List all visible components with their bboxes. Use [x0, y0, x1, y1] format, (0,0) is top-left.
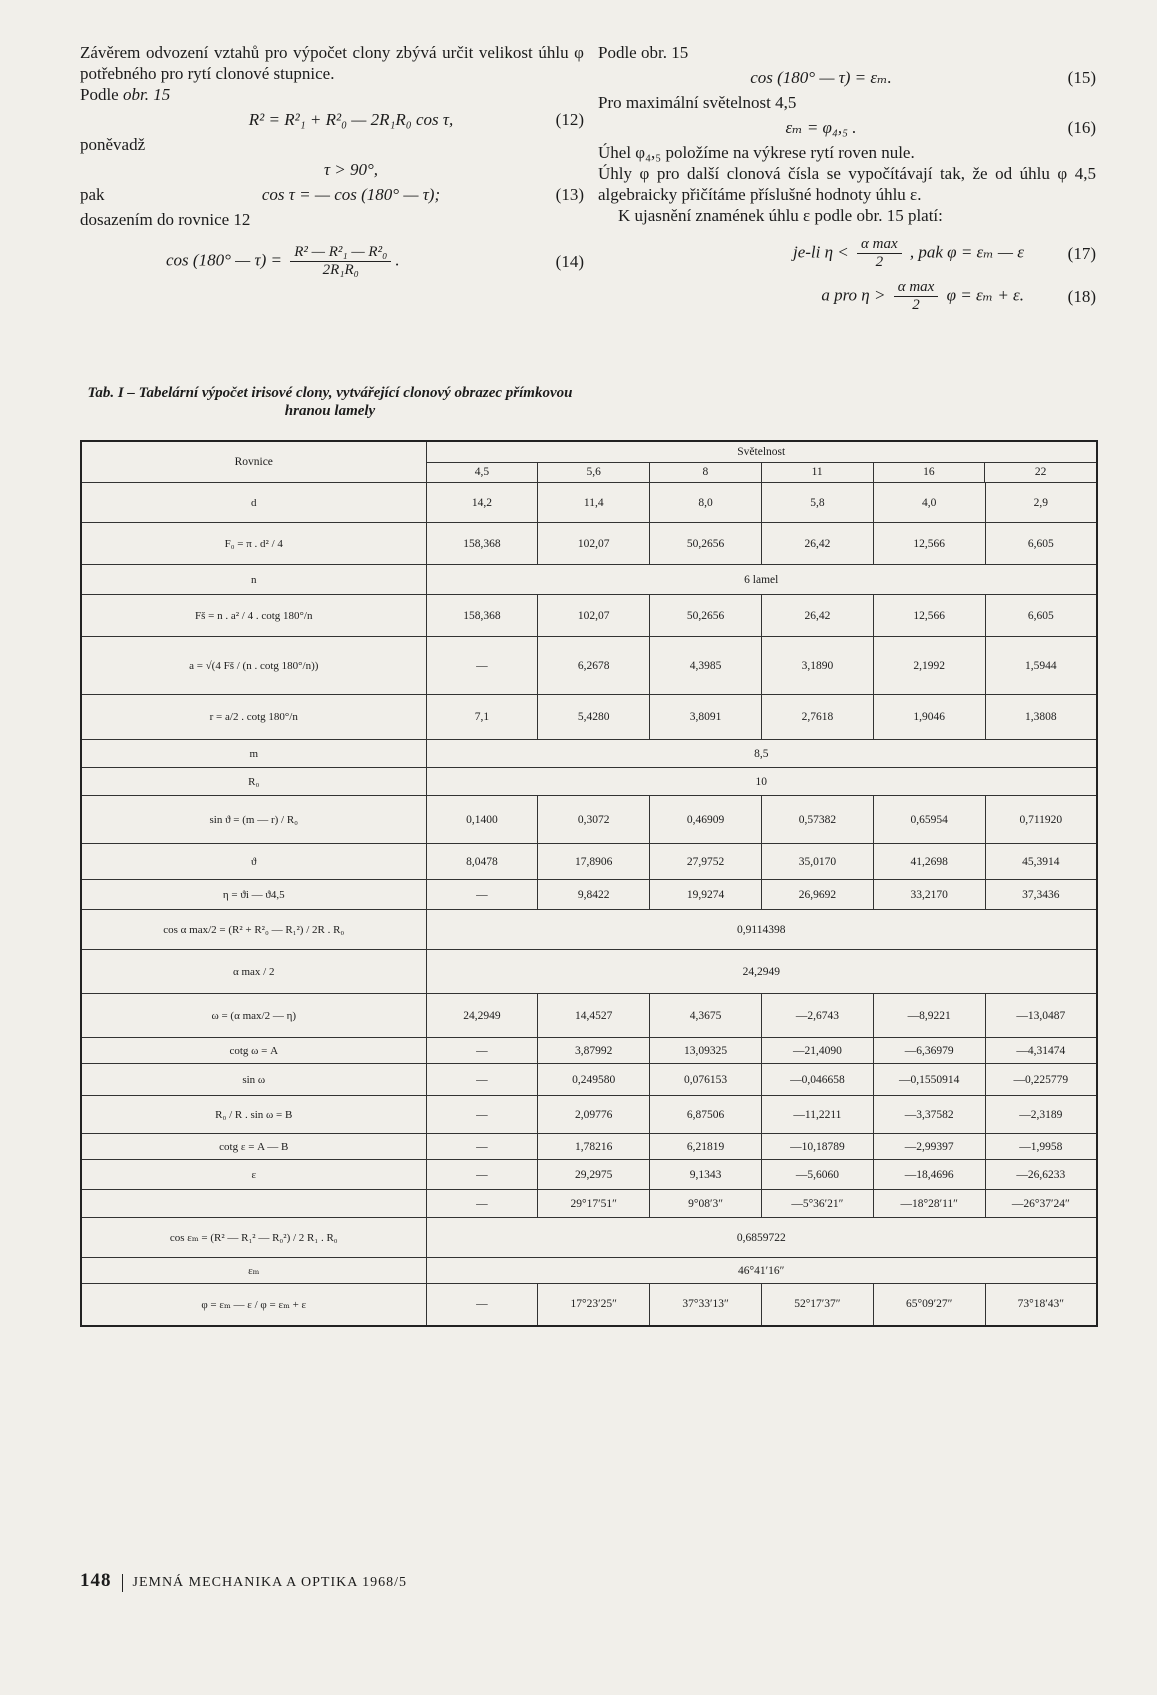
table-cell: 4,3675	[650, 994, 762, 1038]
table-cell: 0,1400	[426, 796, 538, 844]
table-cell: 12,566	[873, 595, 985, 637]
table-row	[81, 483, 1097, 523]
row-span-value: 0,9114398	[426, 910, 1097, 950]
right-podle: Podle obr. 15	[598, 43, 689, 62]
table-row	[81, 695, 1097, 740]
table-cell: —	[426, 637, 538, 695]
table-row	[81, 1038, 1097, 1064]
eq15-number: (15)	[1067, 68, 1096, 87]
row-span-value: 24,2949	[426, 950, 1097, 994]
aperture-header: 16	[874, 463, 986, 482]
table-cell: 2,9	[985, 483, 1097, 523]
row-equation: φ = εₘ — ε / φ = εₘ + ε	[81, 1284, 426, 1326]
table-cell: 27,9752	[650, 844, 762, 880]
eq18-left: a pro η >	[821, 285, 886, 305]
table-cell: 2,1992	[873, 637, 985, 695]
table-cell: 11,4	[538, 483, 650, 523]
table-cell: 5,8	[761, 483, 873, 523]
table-cell: —2,3189	[985, 1096, 1097, 1134]
eq13-body: cos τ = — cos (180° — τ);	[261, 185, 441, 204]
row-equation: ϑ	[81, 844, 426, 880]
row-equation: F₀ = π . d² / 4	[81, 523, 426, 565]
table-cell: 0,3072	[538, 796, 650, 844]
table-cell: 9°08′3″	[650, 1190, 762, 1218]
row-equation: n	[81, 565, 426, 595]
table-cell: —1,9958	[985, 1134, 1097, 1160]
footer	[80, 1570, 407, 1592]
table-cell: 2,09776	[538, 1096, 650, 1134]
equation-13	[80, 184, 584, 205]
pak-label: pak	[80, 185, 105, 204]
row-equation: r = a/2 . cotg 180°/n	[81, 695, 426, 740]
eq13-number: (13)	[555, 185, 584, 204]
table-row	[81, 880, 1097, 910]
row-equation: ε	[81, 1160, 426, 1190]
table-cell: 35,0170	[761, 844, 873, 880]
row-equation: m	[81, 740, 426, 768]
eq14-denominator: 2R₁R₀	[322, 262, 359, 278]
table-cell: 37,3436	[985, 880, 1097, 910]
table-row	[81, 1096, 1097, 1134]
table-cell: 65°09′27″	[873, 1284, 985, 1326]
table-cell: 26,9692	[761, 880, 873, 910]
row-span-value: 10	[426, 768, 1097, 796]
table-cell: —5°36′21″	[761, 1190, 873, 1218]
table-cell: 4,0	[873, 483, 985, 523]
table-cell: —	[426, 1096, 538, 1134]
table-row	[81, 1134, 1097, 1160]
row-equation: R₀	[81, 768, 426, 796]
table-cell: 0,711920	[985, 796, 1097, 844]
table-cell: —	[426, 1038, 538, 1064]
table-row	[81, 740, 1097, 768]
table-cell: 17°23′25″	[538, 1284, 650, 1326]
eq12-body: R² = R²₁ + R²₀ — 2R₁R₀ cos τ,	[248, 110, 454, 129]
table-cell: 1,9046	[873, 695, 985, 740]
table-cell: —0,225779	[985, 1064, 1097, 1096]
row-equation: a = √(4 Fš / (n . cotg 180°/n))	[81, 637, 426, 695]
table-cell: —18,4696	[873, 1160, 985, 1190]
table-header-row	[81, 441, 1097, 483]
table-cell: 9,1343	[650, 1160, 762, 1190]
row-equation: εₘ	[81, 1258, 426, 1284]
table-cell: 26,42	[761, 523, 873, 565]
table-cell: —26°37′24″	[985, 1190, 1097, 1218]
table-cell: 2,7618	[761, 695, 873, 740]
eq18-number: (18)	[1067, 287, 1096, 306]
row-equation: cotg ε = A — B	[81, 1134, 426, 1160]
row-equation	[81, 1190, 426, 1218]
row-span-value: 0,6859722	[426, 1218, 1097, 1258]
table-cell: 6,21819	[650, 1134, 762, 1160]
left-column	[80, 42, 584, 283]
podle-ref: obr. 15	[122, 85, 171, 104]
table-cell: 8,0	[650, 483, 762, 523]
header-svetelnost: Světelnost	[427, 442, 1097, 463]
table-cell: 0,57382	[761, 796, 873, 844]
table-row	[81, 796, 1097, 844]
row-equation: Fš = n . a² / 4 . cotg 180°/n	[81, 595, 426, 637]
table-cell: —0,1550914	[873, 1064, 985, 1096]
aperture-header: 11	[762, 463, 874, 482]
right-paragraph-3: K ujasnění znamének úhlu ε podle obr. 15 platí:	[618, 206, 943, 225]
table-cell: 3,8091	[650, 695, 762, 740]
tau-cond-body: τ > 90°,	[323, 160, 379, 179]
table-cell: 12,566	[873, 523, 985, 565]
eq14-lhs: cos (180° — τ) =	[166, 250, 282, 270]
table-row	[81, 1284, 1097, 1326]
table-cell: 102,07	[538, 523, 650, 565]
aperture-header: 8	[650, 463, 762, 482]
table-cell: 6,2678	[538, 637, 650, 695]
table-row	[81, 910, 1097, 950]
right-paragraph-1: Úhel φ₄,₅ položíme na výkrese rytí roven nule.	[598, 143, 915, 162]
podle-line	[80, 84, 584, 105]
table-cell: 0,249580	[538, 1064, 650, 1096]
eq12-number: (12)	[555, 110, 584, 129]
table-cell: 17,8906	[538, 844, 650, 880]
journal-name: JEMNÁ MECHANIKA A OPTIKA 1968/5	[132, 1575, 407, 1590]
table-cell: —2,99397	[873, 1134, 985, 1160]
row-equation: cos α max/2 = (R² + R²₀ — R₁²) / 2R . R₀	[81, 910, 426, 950]
table-cell: —5,6060	[761, 1160, 873, 1190]
table-cell: —11,2211	[761, 1096, 873, 1134]
table-cell: 14,2	[426, 483, 538, 523]
dosazenim-line: dosazením do rovnice 12	[80, 210, 251, 229]
table-cell: —4,31474	[985, 1038, 1097, 1064]
table-cell: 1,5944	[985, 637, 1097, 695]
eq14-number: (14)	[555, 252, 584, 271]
table-cell: 6,87506	[650, 1096, 762, 1134]
row-span-value: 8,5	[426, 740, 1097, 768]
table-cell: 4,3985	[650, 637, 762, 695]
table-cell: 41,2698	[873, 844, 985, 880]
aperture-headers	[427, 463, 1097, 482]
row-equation: sin ϑ = (m — r) / R₀	[81, 796, 426, 844]
eq17-fraction	[857, 236, 902, 271]
table-cell: 26,42	[761, 595, 873, 637]
eq18-frac-den: 2	[912, 297, 920, 313]
aperture-header: 5,6	[538, 463, 650, 482]
row-span-value: 46°41′16″	[426, 1258, 1097, 1284]
row-equation: cos εₘ = (R² — R₁² — R₀²) / 2 R₁ . R₀	[81, 1218, 426, 1258]
table-cell: 0,076153	[650, 1064, 762, 1096]
equation-15	[598, 67, 1096, 88]
eq17-right: , pak φ = εₘ — ε	[909, 242, 1024, 262]
eq14-fraction	[290, 244, 391, 279]
table-cell: 0,46909	[650, 796, 762, 844]
table-cell: —	[426, 1064, 538, 1096]
table-cell: 5,4280	[538, 695, 650, 740]
equation-17	[598, 236, 1096, 271]
table-row	[81, 565, 1097, 595]
table-cell: —13,0487	[985, 994, 1097, 1038]
eq15-body: cos (180° — τ) = εₘ.	[750, 68, 892, 87]
table-body	[81, 483, 1097, 1326]
table-cell: 13,09325	[650, 1038, 762, 1064]
equation-14: cos (180° — τ) = $\frac{\text{R² — R²₁ — R²₀}}{\text{2R₁R₀}}$ . (14)	[166, 244, 584, 278]
eq16-body: εₘ = φ₄,₅ .	[785, 118, 857, 137]
row-equation: α max / 2	[81, 950, 426, 994]
table-cell: 3,1890	[761, 637, 873, 695]
table-cell: —	[426, 1284, 538, 1326]
table-cell: —2,6743	[761, 994, 873, 1038]
right-paragraph-2: Úhly φ pro další clonová čísla se vypočítávají tak, že od úhlu φ 4,5 algebraicky přičítáme příslušné hodnoty úhlu ε.	[598, 164, 1096, 204]
row-equation: η = ϑi — ϑ4,5	[81, 880, 426, 910]
table-cell: —	[426, 880, 538, 910]
table-cell: 1,3808	[985, 695, 1097, 740]
equation-16	[598, 117, 1096, 138]
table-cell: —10,18789	[761, 1134, 873, 1160]
table-cell: 1,78216	[538, 1134, 650, 1160]
table-row	[81, 595, 1097, 637]
table-cell: —6,36979	[873, 1038, 985, 1064]
table-row	[81, 950, 1097, 994]
table-cell: 9,8422	[538, 880, 650, 910]
table-cell: —26,6233	[985, 1160, 1097, 1190]
eq16-number: (16)	[1067, 118, 1096, 137]
table-caption: Tab. I – Tabelární výpočet irisové clony, vytvářející clonový obrazec přímkovou hranou lamely	[87, 385, 573, 419]
table-row	[81, 994, 1097, 1038]
page-number: 148	[80, 1570, 112, 1591]
table-cell: 3,87992	[538, 1038, 650, 1064]
table-row	[81, 1218, 1097, 1258]
eq17-number: (17)	[1067, 244, 1096, 263]
calculation-table	[80, 440, 1098, 1327]
table-row	[81, 768, 1097, 796]
table-row	[81, 844, 1097, 880]
eq17-left: je-li η <	[792, 242, 849, 262]
tau-condition	[80, 159, 584, 180]
table-cell: 37°33′13″	[650, 1284, 762, 1326]
table-cell: —0,046658	[761, 1064, 873, 1096]
right-column	[598, 42, 1096, 318]
table-cell: 0,65954	[873, 796, 985, 844]
table-cell: 6,605	[985, 523, 1097, 565]
table-cell: —21,4090	[761, 1038, 873, 1064]
table-cell: —8,9221	[873, 994, 985, 1038]
table-cell: —18°28′11″	[873, 1190, 985, 1218]
table-cell: —3,37582	[873, 1096, 985, 1134]
aperture-header: 22	[1034, 466, 1047, 478]
table-cell: 19,9274	[650, 880, 762, 910]
equation-18	[598, 279, 1096, 314]
table-cell: —	[426, 1134, 538, 1160]
row-equation: cotg ω = A	[81, 1038, 426, 1064]
table-cell: 45,3914	[985, 844, 1097, 880]
ponevadz-label: poněvadž	[80, 135, 146, 154]
table-cell: 29,2975	[538, 1160, 650, 1190]
table-row	[81, 523, 1097, 565]
row-equation: R₀ / R . sin ω = B	[81, 1096, 426, 1134]
eq17-frac-num: α max	[857, 236, 902, 254]
eq18-fraction	[894, 279, 939, 314]
podle-prefix: Podle	[80, 85, 119, 104]
table-row	[81, 637, 1097, 695]
table-cell: —	[426, 1190, 538, 1218]
table-cell: 6,605	[985, 595, 1097, 637]
eq14-numerator: R² — R²₁ — R²₀	[290, 244, 391, 262]
table-cell: 73°18′43″	[985, 1284, 1097, 1326]
row-equation: d	[81, 483, 426, 523]
table-cell: 158,368	[426, 523, 538, 565]
row-equation: ω = (α max/2 — η)	[81, 994, 426, 1038]
table-cell: 50,2656	[650, 595, 762, 637]
table-row	[81, 1258, 1097, 1284]
row-span-value: 6 lamel	[426, 565, 1097, 595]
table-row	[81, 1190, 1097, 1218]
intro-paragraph: Závěrem odvození vztahů pro výpočet clony zbývá určit velikost úhlu φ potřebného pro rytí clonové stupnice.	[80, 43, 584, 83]
footer-divider	[122, 1574, 123, 1592]
equation-12	[80, 109, 584, 130]
table-cell: 7,1	[426, 695, 538, 740]
header-rovnice: Rovnice	[81, 441, 426, 483]
table-cell: 102,07	[538, 595, 650, 637]
table-row	[81, 1160, 1097, 1190]
row-equation: sin ω	[81, 1064, 426, 1096]
aperture-header: 4,5	[427, 463, 539, 482]
table-cell: 158,368	[426, 595, 538, 637]
table-cell: 14,4527	[538, 994, 650, 1038]
table-cell: 24,2949	[426, 994, 538, 1038]
table-cell: —	[426, 1160, 538, 1190]
table-cell: 33,2170	[873, 880, 985, 910]
eq17-frac-den: 2	[875, 254, 884, 270]
pro-max-line: Pro maximální světelnost 4,5	[598, 93, 797, 112]
table-cell: 50,2656	[650, 523, 762, 565]
eq18-frac-num: α max	[894, 279, 939, 297]
eq18-right: φ = εₘ + ε.	[946, 285, 1024, 305]
table-row	[81, 1064, 1097, 1096]
table-cell: 8,0478	[426, 844, 538, 880]
ponevadz-line	[80, 134, 584, 155]
table-cell: 29°17′51″	[538, 1190, 650, 1218]
table-cell: 52°17′37″	[761, 1284, 873, 1326]
